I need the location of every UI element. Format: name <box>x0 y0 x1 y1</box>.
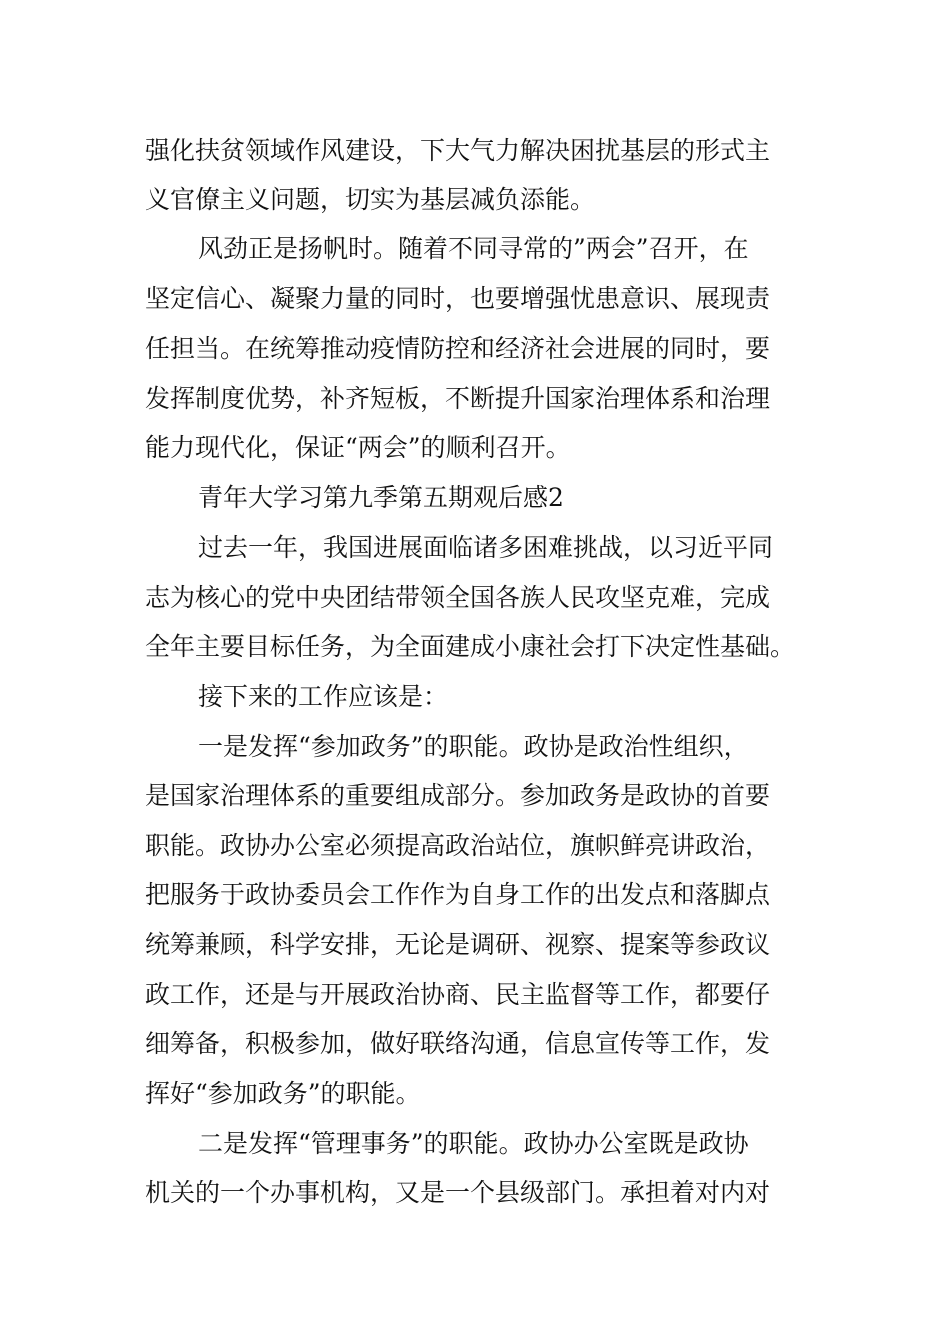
paragraph-line: 任担当。在统筹推动疫情防控和经济社会进展的同时，要 <box>145 334 771 363</box>
paragraph-line: 风劲正是扬帆时。随着不同寻常的”两会”召开，在 <box>198 234 749 263</box>
paragraph-line: 一是发挥“参加政务”的职能。政协是政治性组织， <box>198 732 749 761</box>
paragraph-line: 能力现代化，保证“两会”的顺利召开。 <box>145 433 571 462</box>
paragraph-line: 挥好“参加政务”的职能。 <box>145 1079 421 1108</box>
paragraph-line: 政工作，还是与开展政治协商、民主监督等工作，都要仔 <box>145 980 771 1009</box>
paragraph-line: 职能。政协办公室必须提高政治站位，旗帜鲜亮讲政治， <box>145 831 771 860</box>
paragraph-line: 是国家治理体系的重要组成部分。参加政务是政协的首要 <box>145 781 771 810</box>
paragraph-line: 义官僚主义问题，切实为基层减负添能。 <box>145 185 596 214</box>
paragraph-line: 细筹备，积极参加，做好联络沟通，信息宣传等工作，发 <box>145 1029 771 1058</box>
paragraph-line: 二是发挥“管理事务”的职能。政协办公室既是政协 <box>198 1129 749 1158</box>
paragraph-line: 强化扶贫领域作风建设，下大气力解决困扰基层的形式主 <box>145 136 771 165</box>
paragraph-line: 发挥制度优势，补齐短板，不断提升国家治理体系和治理 <box>145 384 771 413</box>
paragraph-line: 统筹兼顾，科学安排，无论是调研、视察、提案等参政议 <box>145 930 771 959</box>
paragraph-line: 全年主要目标任务，为全面建成小康社会打下决定性基础。 <box>145 632 796 661</box>
paragraph-line: 志为核心的党中央团结带领全国各族人民攻坚克难，完成 <box>145 583 771 612</box>
section-title: 青年大学习第九季第五期观后感2 <box>198 483 564 512</box>
paragraph-line: 接下来的工作应该是： <box>198 682 449 711</box>
paragraph-line: 把服务于政协委员会工作作为自身工作的出发点和落脚点 <box>145 880 771 909</box>
paragraph-line: 机关的一个办事机构，又是一个县级部门。承担着对内对 <box>145 1178 771 1207</box>
paragraph-line: 坚定信心、凝聚力量的同时，也要增强忧患意识、展现责 <box>145 284 771 313</box>
paragraph-line: 过去一年，我国进展面临诸多困难挑战，以习近平同 <box>198 533 774 562</box>
